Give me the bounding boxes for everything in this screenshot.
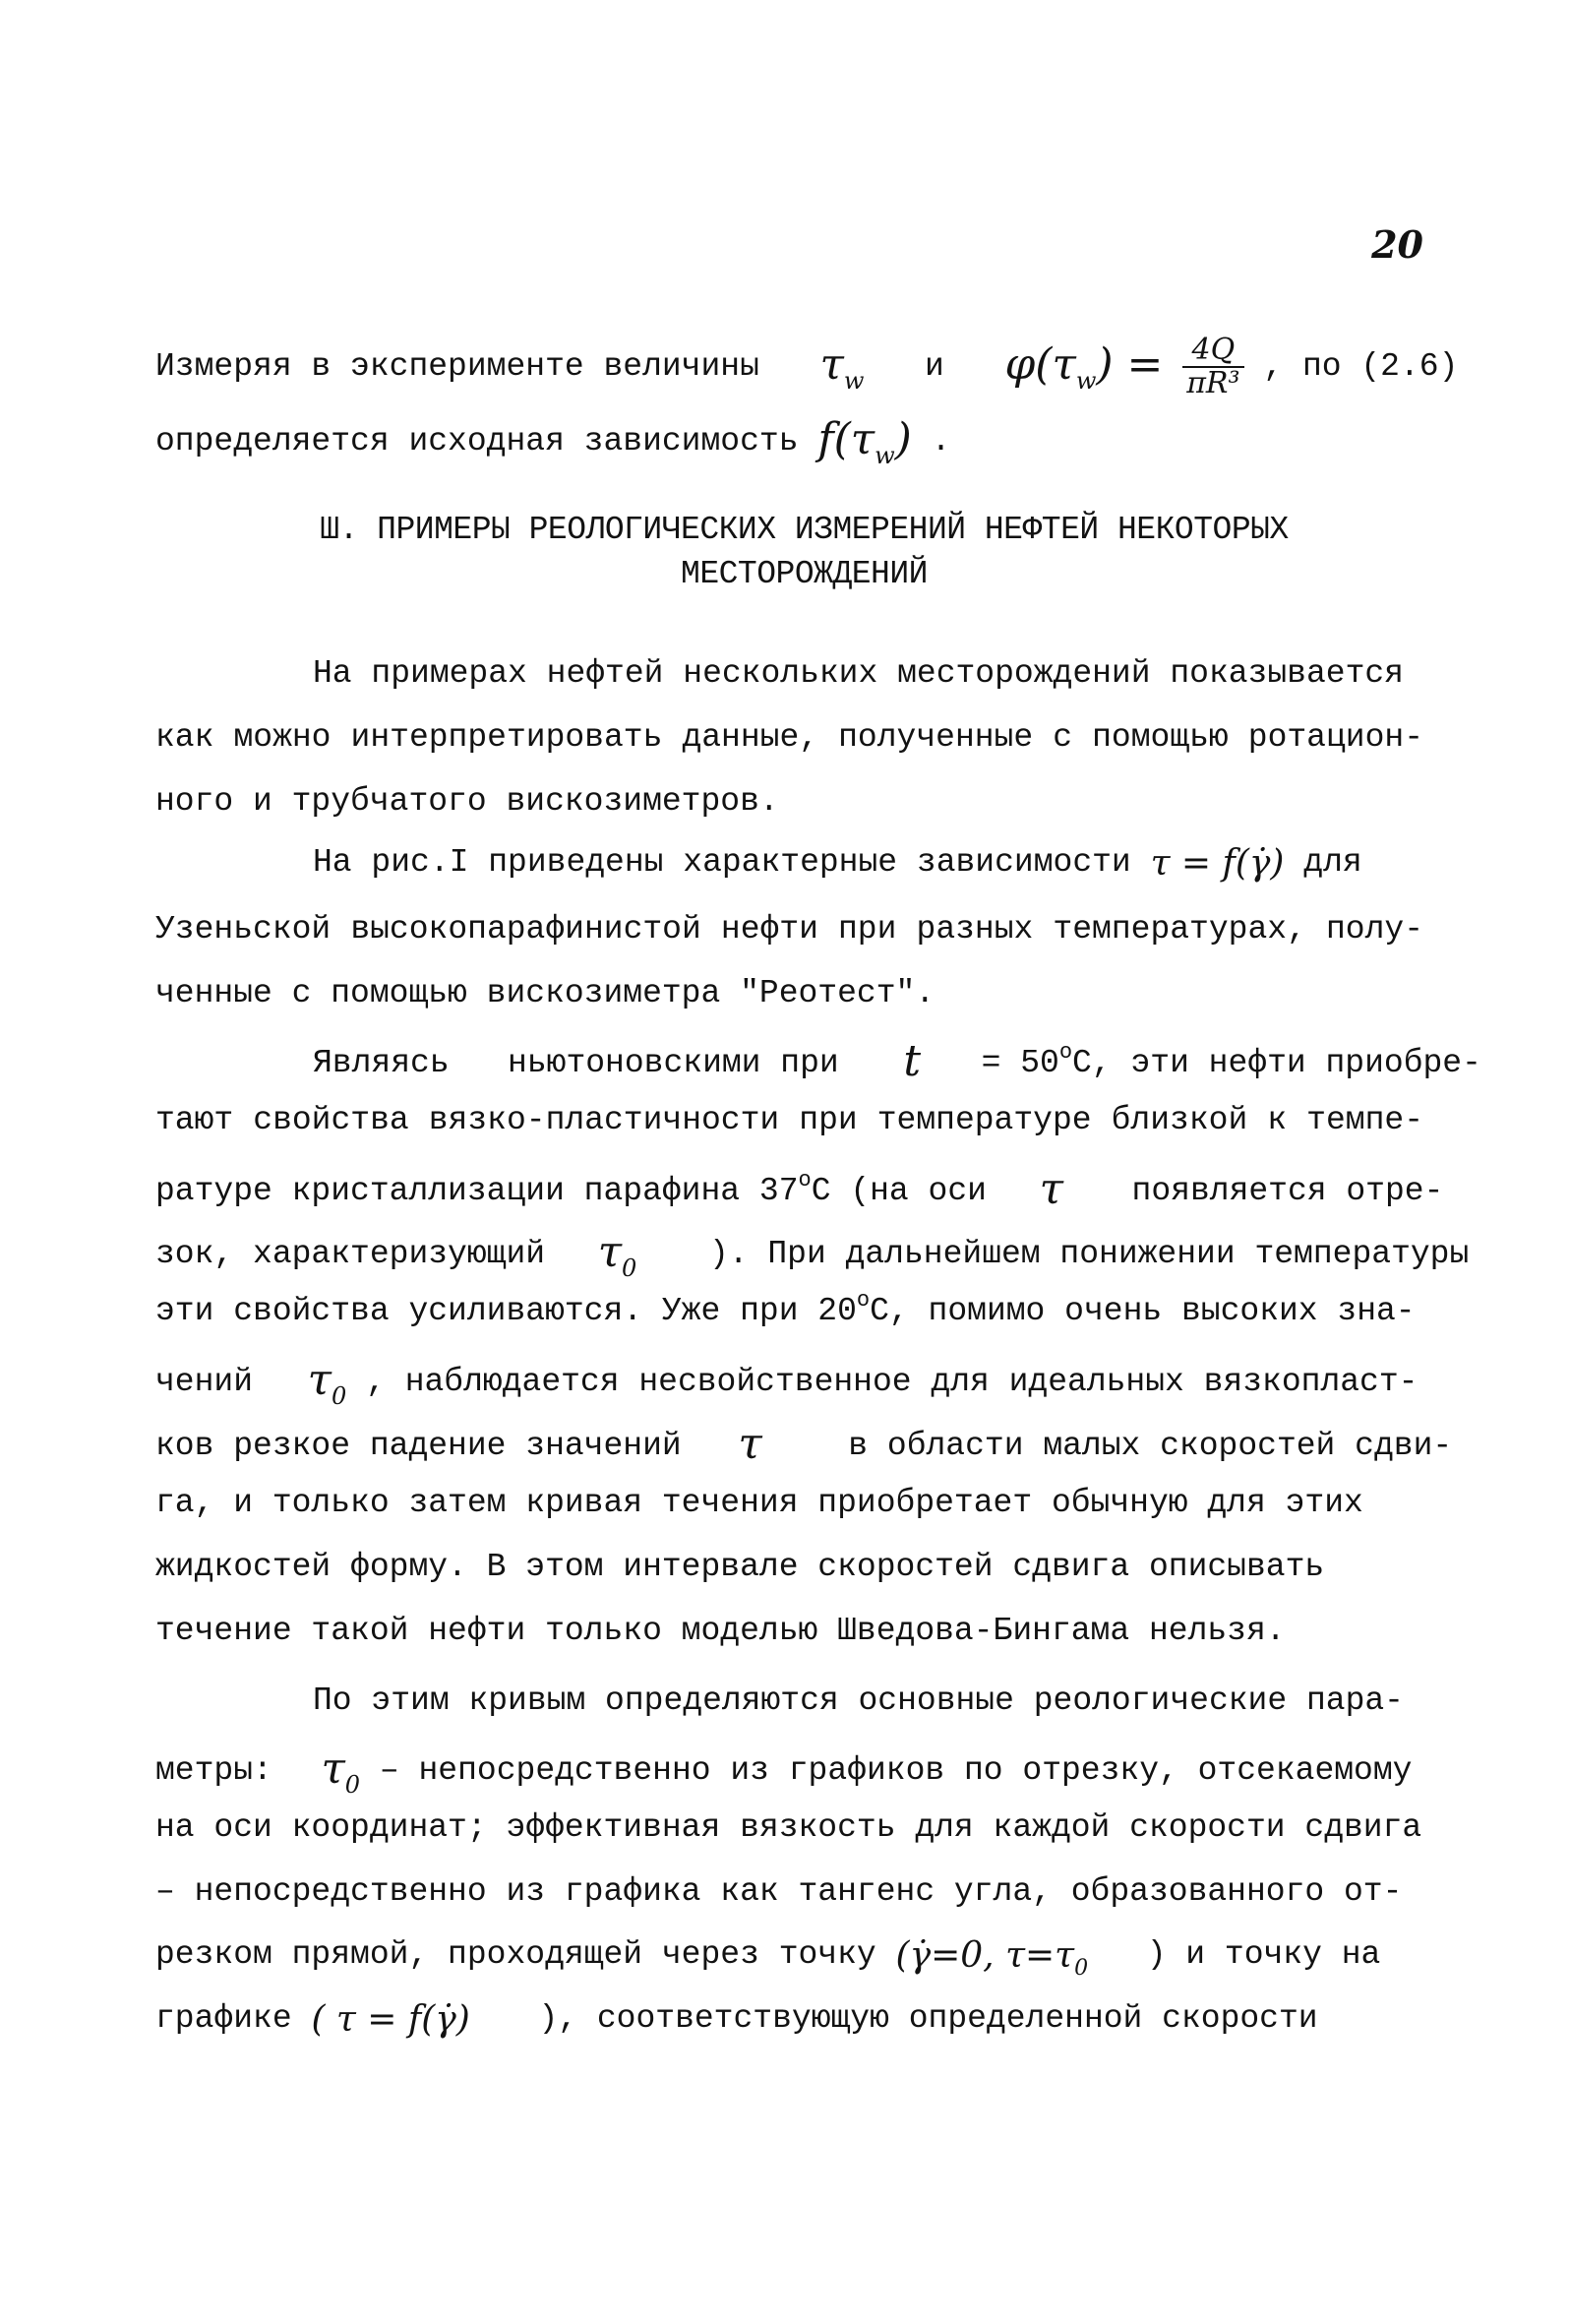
formula-phi: $\varphi(\tau_w)$ = [1004, 339, 1164, 396]
text-line [155, 333, 1459, 400]
text-line: ков резкое падение значений τ в области малых скоростей сдви- [155, 1419, 1453, 1469]
text-line: эти свойства усиливаются. Уже при 20$^o$С, помимо очень высоких зна- [155, 1288, 1416, 1329]
symbol-tau: τ [738, 1419, 762, 1469]
text-line: Являясь ньютоновскими при $t = 50^oС$, эти нефти приобре- [313, 1036, 1481, 1086]
text-line: – непосредственно из графика как тангенс угла, образованного от- [155, 1873, 1403, 1910]
text-line: резком прямой, проходящей через точку (γ̇=0, $\tau=\tau_0$ ) и точку на [155, 1935, 1381, 1982]
formula-tau-w: $\tau_w$ [819, 339, 865, 396]
formula-f-tau-w: $f(\tau_w)$ [817, 414, 912, 469]
fraction: $\frac{4Q}{\text{πR³}}$ [1182, 335, 1243, 398]
text-line: зок, характеризующий $\tau_0$ ). При дальнейшем понижении температуры [155, 1227, 1470, 1282]
section-heading: Ш. ПРИМЕРЫ РЕОЛОГИЧЕСКИХ ИЗМЕРЕНИЙ НЕФТЕЙ НЕКОТОРЫХ [320, 512, 1289, 548]
symbol-tau0: $\tau_0$ [597, 1227, 637, 1282]
formula-point: (γ̇=0, $\tau=\tau_0$ [895, 1935, 1089, 1982]
text-line: Узеньской высокопарафинистой нефти при разных температурах, полу- [155, 911, 1423, 948]
text-line: ченные с помощью вискозиметра "Реотест". [155, 975, 935, 1011]
text: и [925, 348, 944, 386]
symbol-tau: τ [1039, 1164, 1063, 1214]
text: . [931, 423, 951, 459]
text: , по (2.6) [1263, 348, 1459, 386]
section-heading-cont: МЕСТОРОЖДЕНИЙ [681, 556, 928, 592]
text-line: На рис.I приведены характерные зависимости τ = f(γ̇) для [313, 843, 1362, 884]
text-line: ратуре кристаллизации парафина 37$^o$С (на оси τ появляется отре- [155, 1164, 1444, 1214]
text-line: на оси координат; эффективная вязкость для каждой скорости сдвига [155, 1809, 1422, 1846]
text-line: жидкостей форму. В этом интервале скоростей сдвига описывать [155, 1549, 1325, 1585]
formula-tau-eq-f: τ = f(γ̇) [1150, 843, 1285, 884]
text-line: ного и трубчатого вискозиметров. [155, 783, 779, 820]
text-line: как можно интерпретировать данные, полученные с помощью ротацион- [155, 719, 1423, 756]
symbol-tau0: $\tau_0$ [321, 1743, 361, 1799]
text-line: метры: $\tau_0$ – непосредственно из графиков по отрезку, отсекаемому [155, 1743, 1413, 1799]
text-line: тают свойства вязко-пластичности при температуре близкой к темпе- [155, 1102, 1423, 1138]
text: определяется исходная зависимость [155, 423, 799, 459]
text-line: По этим кривым определяются основные реологические пара- [313, 1682, 1404, 1719]
text-line: чений $\tau_0$ , наблюдается несвойственное для идеальных вязкопласт- [155, 1355, 1418, 1410]
text-line: графике ( τ = f(γ̇) ), соответствующую определенной скорости [155, 1999, 1318, 2040]
text-line: га, и только затем кривая течения приобретает обычную для этих [155, 1485, 1363, 1521]
text-line [155, 414, 1423, 469]
text: Измеряя в эксперименте величины [155, 348, 759, 386]
text-line: На примерах нефтей нескольких месторождений показывается [313, 655, 1404, 692]
text-line: течение такой нефти только моделью Шведова-Бингама нельзя. [155, 1613, 1286, 1649]
formula-graph: ( τ = f(γ̇) [311, 1999, 470, 2040]
page-number: 20 [1371, 222, 1423, 267]
symbol-t: t [903, 1036, 921, 1086]
symbol-tau0: $\tau_0$ [307, 1355, 347, 1410]
